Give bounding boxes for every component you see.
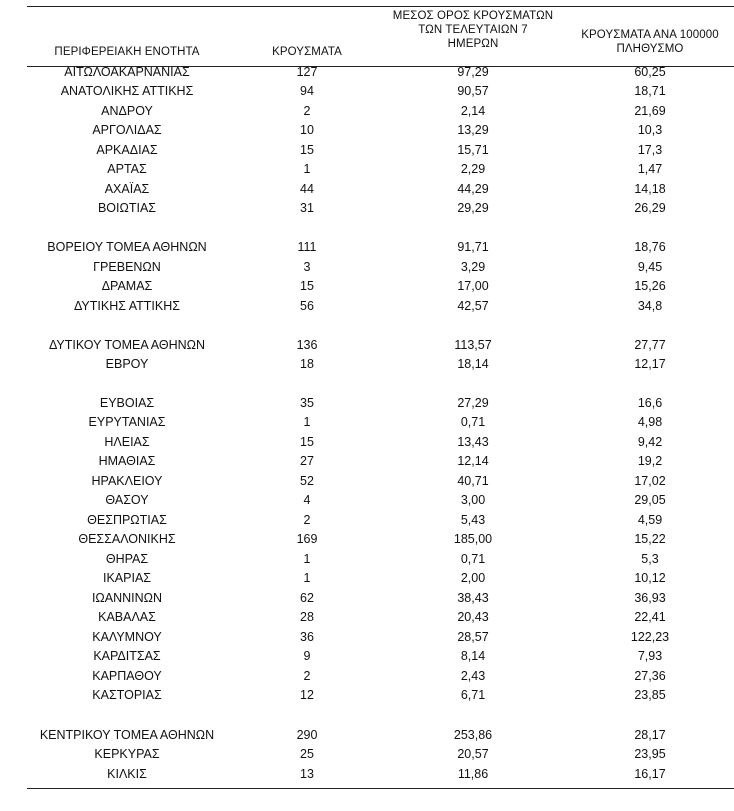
table-row	[0, 394, 734, 413]
region-cell: ΗΡΑΚΛΕΙΟΥ	[91, 474, 163, 488]
per100k-cell: 26,29	[634, 201, 666, 215]
region-cell: ΚΙΛΚΙΣ	[107, 767, 147, 781]
per100k-cell: 1,47	[637, 162, 663, 176]
avg7-cell: 20,43	[457, 610, 489, 624]
cases-cell: 27	[300, 454, 314, 468]
region-cell: ΚΑΣΤΟΡΙΑΣ	[92, 688, 162, 702]
per100k-cell: 122,23	[630, 630, 670, 644]
avg7-cell: 40,71	[457, 474, 489, 488]
avg7-cell: 42,57	[457, 299, 489, 313]
cases-cell: 2	[303, 669, 311, 683]
avg7-cell: 17,00	[457, 279, 489, 293]
region-cell: ΚΑΡΠΑΘΟΥ	[92, 669, 162, 683]
cases-cell: 3	[303, 260, 311, 274]
avg7-cell: 27,29	[457, 396, 489, 410]
table-row	[0, 530, 734, 549]
avg7-cell: 97,29	[457, 65, 489, 79]
region-cell: ΗΜΑΘΙΑΣ	[98, 454, 156, 468]
table-row	[0, 336, 734, 355]
per100k-cell: 12,17	[634, 357, 666, 371]
table-row	[0, 550, 734, 569]
cases-cell: 1	[303, 552, 311, 566]
table-row	[0, 238, 734, 257]
table-row	[0, 433, 734, 452]
cases-cell: 25	[300, 747, 314, 761]
cases-cell: 62	[300, 591, 314, 605]
region-cell: ΙΩΑΝΝΙΝΩΝ	[91, 591, 163, 605]
header-per100k-line2: ΠΛΗΘΥΣΜΟ	[616, 43, 684, 55]
avg7-cell: 15,71	[457, 143, 489, 157]
avg7-cell: 6,71	[460, 688, 486, 702]
cases-cell: 1	[303, 571, 311, 585]
avg7-cell: 38,43	[457, 591, 489, 605]
table-top-rule	[27, 6, 734, 7]
cases-cell: 15	[300, 279, 314, 293]
cases-cell: 9	[303, 649, 311, 663]
table-row	[0, 180, 734, 199]
per100k-cell: 22,41	[634, 610, 666, 624]
avg7-cell: 0,71	[460, 552, 486, 566]
cases-cell: 94	[300, 84, 314, 98]
table-row	[0, 647, 734, 666]
per100k-cell: 5,3	[641, 552, 659, 566]
region-cell: ΑΡΤΑΣ	[107, 162, 147, 176]
header-avg7	[383, 9, 563, 51]
cases-cell: 2	[303, 513, 311, 527]
table-row	[0, 726, 734, 745]
per100k-cell: 19,2	[637, 454, 663, 468]
cases-cell: 18	[300, 357, 314, 371]
cases-cell: 1	[303, 415, 311, 429]
per100k-cell: 29,05	[634, 493, 666, 507]
cases-cell: 169	[296, 532, 318, 546]
avg7-cell: 2,14	[460, 104, 486, 118]
cases-cell: 12	[300, 688, 314, 702]
cases-cell: 4	[303, 493, 311, 507]
cases-cell: 2	[303, 104, 311, 118]
region-cell: ΚΕΝΤΡΙΚΟΥ ΤΟΜΕΑ ΑΘΗΝΩΝ	[39, 728, 215, 742]
per100k-cell: 27,77	[634, 338, 666, 352]
region-cell: ΒΟΡΕΙΟΥ ΤΟΜΕΑ ΑΘΗΝΩΝ	[47, 240, 207, 254]
table-row	[0, 297, 734, 316]
region-cell: ΙΚΑΡΙΑΣ	[102, 571, 152, 585]
header-avg7-line2: ΤΩΝ ΤΕΛΕΥΤΑΙΩΝ 7	[418, 24, 528, 36]
table-bottom-rule	[27, 788, 734, 789]
table-row	[0, 63, 734, 82]
table-row	[0, 277, 734, 296]
avg7-cell: 253,86	[453, 728, 493, 742]
region-cell: ΑΧΑΪΑΣ	[104, 182, 150, 196]
region-cell: ΑΝΑΤΟΛΙΚΗΣ ΑΤΤΙΚΗΣ	[60, 84, 194, 98]
per100k-cell: 18,71	[634, 84, 666, 98]
per100k-cell: 18,76	[634, 240, 666, 254]
avg7-cell: 2,00	[460, 571, 486, 585]
per100k-cell: 17,3	[637, 143, 663, 157]
per100k-cell: 10,12	[634, 571, 666, 585]
header-per100k	[560, 28, 734, 56]
table-row	[0, 589, 734, 608]
table-row	[0, 511, 734, 530]
header-cases: ΚΡΟΥΣΜΑΤΑ	[272, 46, 342, 58]
per100k-cell: 15,26	[634, 279, 666, 293]
cases-cell: 111	[297, 240, 317, 254]
table-row	[0, 199, 734, 218]
cases-cell: 31	[300, 201, 314, 215]
avg7-cell: 20,57	[457, 747, 489, 761]
cases-cell: 15	[300, 143, 314, 157]
table-row	[0, 608, 734, 627]
region-cell: ΘΕΣΠΡΩΤΙΑΣ	[87, 513, 167, 527]
table-row	[0, 121, 734, 140]
cases-cell: 13	[300, 767, 314, 781]
cases-cell: 15	[300, 435, 314, 449]
avg7-cell: 2,43	[460, 669, 486, 683]
avg7-cell: 13,29	[457, 123, 489, 137]
region-cell: ΗΛΕΙΑΣ	[104, 435, 150, 449]
table-row	[0, 745, 734, 764]
region-cell: ΔΡΑΜΑΣ	[101, 279, 153, 293]
region-cell: ΚΕΡΚΥΡΑΣ	[94, 747, 160, 761]
table-row	[0, 569, 734, 588]
table-row	[0, 102, 734, 121]
avg7-cell: 13,43	[457, 435, 489, 449]
region-cell: ΕΥΡΥΤΑΝΙΑΣ	[88, 415, 166, 429]
avg7-cell: 2,29	[460, 162, 486, 176]
per100k-cell: 21,69	[634, 104, 666, 118]
avg7-cell: 91,71	[457, 240, 489, 254]
per100k-cell: 60,25	[634, 65, 666, 79]
avg7-cell: 185,00	[453, 532, 493, 546]
per100k-cell: 23,95	[634, 747, 666, 761]
table-row	[0, 491, 734, 510]
table-row	[0, 355, 734, 374]
table-row	[0, 258, 734, 277]
region-cell: ΔΥΤΙΚΟΥ ΤΟΜΕΑ ΑΘΗΝΩΝ	[48, 338, 206, 352]
per100k-cell: 34,8	[637, 299, 663, 313]
avg7-cell: 12,14	[457, 454, 489, 468]
header-avg7-line3: ΗΜΕΡΩΝ	[447, 38, 499, 50]
table-row	[0, 667, 734, 686]
cases-cell: 290	[296, 728, 318, 742]
table-row	[0, 628, 734, 647]
region-cell: ΔΥΤΙΚΗΣ ΑΤΤΙΚΗΣ	[74, 299, 180, 313]
per100k-cell: 16,17	[634, 767, 666, 781]
table-row	[0, 472, 734, 491]
table-row	[0, 452, 734, 471]
avg7-cell: 3,29	[460, 260, 486, 274]
per100k-cell: 28,17	[634, 728, 666, 742]
avg7-cell: 5,43	[460, 513, 486, 527]
region-cell: ΚΑΛΥΜΝΟΥ	[92, 630, 162, 644]
per100k-cell: 27,36	[634, 669, 666, 683]
region-cell: ΑΡΚΑΔΙΑΣ	[96, 143, 158, 157]
cases-cell: 127	[296, 65, 318, 79]
avg7-cell: 18,14	[457, 357, 489, 371]
per100k-cell: 17,02	[634, 474, 666, 488]
per100k-cell: 36,93	[634, 591, 666, 605]
avg7-cell: 113,57	[454, 338, 492, 352]
header-per100k-line1: ΚΡΟΥΣΜΑΤΑ ΑΝΑ 100000	[581, 29, 719, 41]
table-row	[0, 160, 734, 179]
per100k-cell: 10,3	[637, 123, 663, 137]
region-cell: ΕΒΡΟΥ	[105, 357, 149, 371]
avg7-cell: 0,71	[460, 415, 486, 429]
region-cell: ΕΥΒΟΙΑΣ	[99, 396, 155, 410]
table-row	[0, 686, 734, 705]
region-cell: ΘΕΣΣΑΛΟΝΙΚΗΣ	[78, 532, 176, 546]
table-row	[0, 82, 734, 101]
region-cell: ΒΟΙΩΤΙΑΣ	[97, 201, 157, 215]
region-cell: ΑΙΤΩΛΟΑΚΑΡΝΑΝΙΑΣ	[64, 65, 190, 79]
per100k-cell: 9,45	[637, 260, 663, 274]
avg7-cell: 29,29	[457, 201, 489, 215]
per100k-cell: 15,22	[634, 532, 666, 546]
header-avg7-line1: ΜΕΣΟΣ ΟΡΟΣ ΚΡΟΥΣΜΑΤΩΝ	[392, 10, 554, 22]
table-row	[0, 413, 734, 432]
avg7-cell: 8,14	[460, 649, 486, 663]
cases-cell: 10	[300, 123, 314, 137]
region-cell: ΑΡΓΟΛΙΔΑΣ	[92, 123, 162, 137]
cases-cell: 44	[300, 182, 314, 196]
cases-cell: 36	[300, 630, 314, 644]
region-cell: ΘΗΡΑΣ	[105, 552, 149, 566]
cases-cell: 136	[296, 338, 318, 352]
region-cell: ΘΑΣΟΥ	[105, 493, 149, 507]
region-cell: ΚΑΒΑΛΑΣ	[98, 610, 156, 624]
per100k-cell: 14,18	[634, 182, 666, 196]
cases-cell: 35	[300, 396, 314, 410]
per100k-cell: 4,59	[637, 513, 663, 527]
region-cell: ΑΝΔΡΟΥ	[101, 104, 153, 118]
per100k-cell: 9,42	[637, 435, 663, 449]
region-cell: ΚΑΡΔΙΤΣΑΣ	[93, 649, 161, 663]
table-row	[0, 765, 734, 784]
header-region: ΠΕΡΙΦΕΡΕΙΑΚΗ ΕΝΟΤΗΤΑ	[54, 46, 200, 58]
per100k-cell: 16,6	[637, 396, 663, 410]
avg7-cell: 44,29	[457, 182, 489, 196]
cases-cell: 28	[300, 610, 314, 624]
avg7-cell: 11,86	[457, 767, 489, 781]
avg7-cell: 3,00	[460, 493, 486, 507]
avg7-cell: 28,57	[457, 630, 489, 644]
per100k-cell: 4,98	[637, 415, 663, 429]
table-row	[0, 141, 734, 160]
cases-cell: 56	[300, 299, 314, 313]
region-cell: ΓΡΕΒΕΝΩΝ	[93, 260, 161, 274]
per100k-cell: 7,93	[637, 649, 663, 663]
avg7-cell: 90,57	[457, 84, 489, 98]
cases-cell: 52	[300, 474, 314, 488]
per100k-cell: 23,85	[634, 688, 666, 702]
cases-cell: 1	[303, 162, 311, 176]
